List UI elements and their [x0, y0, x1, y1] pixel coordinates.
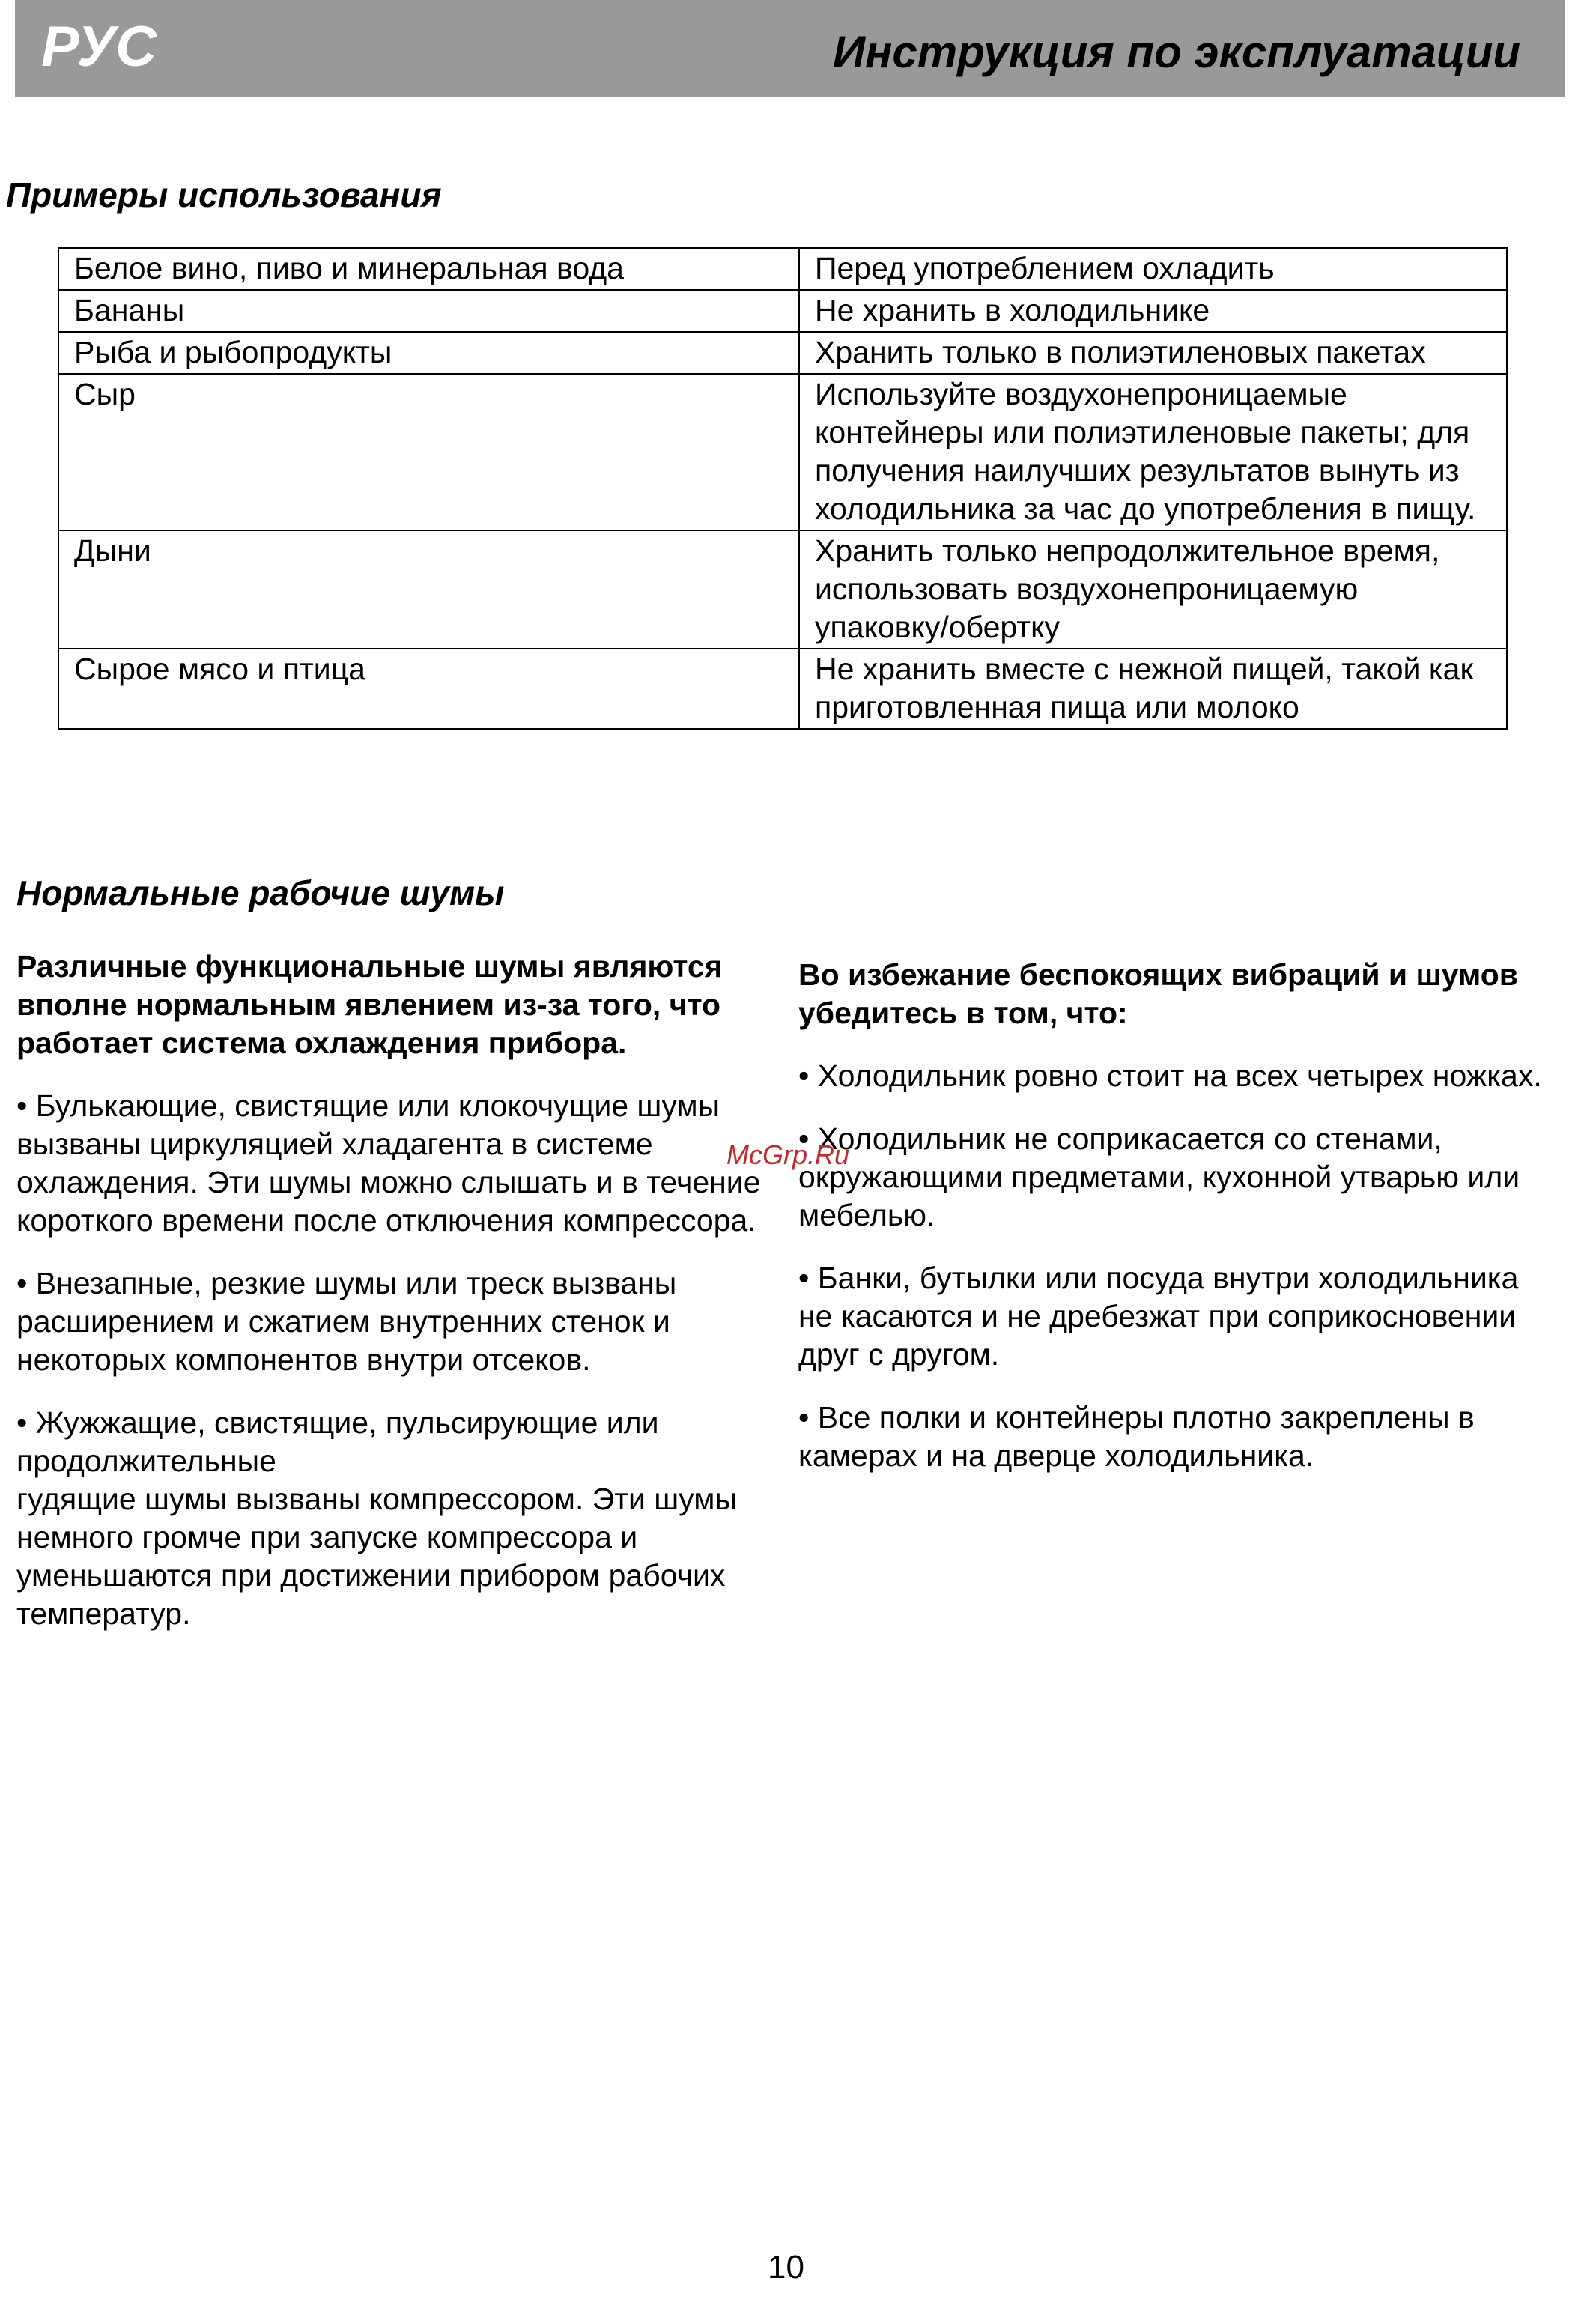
table-row — [58, 649, 1507, 729]
table-cell-advice: Хранить только в полиэтиленовых пакетах — [799, 332, 1507, 374]
vibration-intro: Во избежание беспокоящих вибраций и шумов убедитесь в том, что: — [798, 957, 1518, 1030]
check-bullet: • Все полки и контейнеры плотно закреплены в камерах и на дверце холодильника. — [798, 1400, 1475, 1473]
table-row — [58, 374, 1507, 530]
table-cell-advice: Используйте воздухонепроницаемые контейнеры или полиэтиленовые пакеты; для получения наилучших результатов вынуть из холодильника за час до употребления в пищу. — [799, 374, 1507, 530]
table-cell-item: Дыни — [58, 530, 799, 649]
usage-examples-heading: Примеры использования — [6, 175, 442, 214]
table-cell-item: Рыба и рыбопродукты — [58, 332, 799, 374]
noises-intro: Различные функциональные шумы являются вполне нормальным явлением из-за того, что работает система охлаждения прибора. — [16, 949, 723, 1060]
table-cell-item: Сыр — [58, 374, 799, 530]
noises-right-column — [798, 956, 1547, 1500]
noise-bullet-continuation: гудящие шумы вызваны компрессором. Эти шумы немного громче при запуске компрессора и уменьшаются при достижении прибором рабочих температур. — [16, 1482, 737, 1631]
normal-noises-heading: Нормальные рабочие шумы — [16, 873, 505, 912]
check-bullet: • Холодильник ровно стоит на всех четырех ножках. — [798, 1058, 1542, 1093]
page-number: 10 — [768, 2249, 804, 2286]
noise-bullet: • Булькающие, свистящие или клокочущие шумы вызваны циркуляцией хладагента в системе охлаждения. Эти шумы можно слышать и в течение короткого времени после отключения компрессора. — [16, 1088, 761, 1238]
language-label: РУС — [41, 15, 157, 79]
table-cell-advice: Перед употреблением охладить — [799, 248, 1507, 290]
header-bar — [15, 0, 1565, 97]
table-cell-item: Сырое мясо и птица — [58, 649, 799, 729]
noise-bullet: • Внезапные, резкие шумы или треск вызваны расширением и сжатием внутренних стенок и некоторых компонентов внутри отсеков. — [16, 1266, 677, 1377]
manual-title: Инструкция по эксплуатации — [833, 27, 1520, 77]
noises-left-column — [16, 948, 765, 1658]
table-cell-advice: Не хранить вместе с нежной пищей, такой как приготовленная пища или молоко — [799, 649, 1507, 729]
table-row — [58, 248, 1507, 290]
check-bullet: • Банки, бутылки или посуда внутри холодильника не касаются и не дребезжат при соприкосновении друг с другом. — [798, 1261, 1519, 1372]
noise-bullet: • Жужжащие, свистящие, пульсирующие или продолжительные — [16, 1405, 659, 1478]
table-row — [58, 332, 1507, 374]
watermark: McGrp.Ru — [726, 1139, 850, 1170]
table-row — [58, 530, 1507, 649]
table-cell-item: Белое вино, пиво и минеральная вода — [58, 248, 799, 290]
table-row — [58, 290, 1507, 332]
table-cell-advice: Хранить только непродолжительное время, использовать воздухонепроницаемую упаковку/обертку — [799, 530, 1507, 649]
table-cell-item: Бананы — [58, 290, 799, 332]
check-bullet: • Холодильник не соприкасается со стенами, окружающими предметами, кухонной утварью или мебелью. — [798, 1121, 1520, 1232]
usage-examples-table — [58, 247, 1508, 730]
table-cell-advice: Не хранить в холодильнике — [799, 290, 1507, 332]
